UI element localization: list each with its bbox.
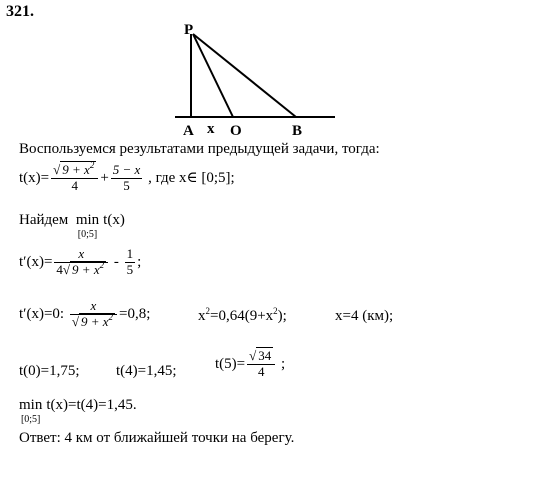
min-result-line: min [0;5] t(x)=t(4)=1,45. xyxy=(19,397,137,425)
label-O: O xyxy=(230,123,242,139)
t-definition: t(x)= $\frac{√ 9 + x^2}{4}$ + $\frac{5 - x}{5}$ , где x∈ [0;5]; xyxy=(19,160,235,193)
derivative-frac2: $\frac{1}{5}$ xyxy=(126,246,134,277)
label-A: A xyxy=(183,123,194,139)
t0-value: t(0)=1,75; xyxy=(19,363,80,379)
t-def-frac1: $\frac{√ 9 + x^2}{4}$ xyxy=(51,163,98,194)
intro-text: Воспользуемся результатами предыдущей задачи, тогда: xyxy=(19,141,380,157)
derivative-frac1: $\frac{x}{4√ 9 + x^2}$ xyxy=(54,247,108,278)
t-def-lhs: t(x)= xyxy=(19,169,50,186)
segment-PB xyxy=(193,34,296,117)
derivative-line: t′(x)= $\frac{x}{4√ 9 + x^2}$ - $\frac{1}{5}$ ; xyxy=(19,246,142,277)
result-min-operator: min [0;5] xyxy=(19,397,43,425)
min-operator: min [0;5] xyxy=(75,212,100,240)
t-def-sqrt: √ $9 + x^2$ xyxy=(53,160,95,177)
segment-PO xyxy=(193,34,233,117)
geometry-diagram xyxy=(0,0,550,140)
zero-equation: $x^2=0,64(9+x^2)$; xyxy=(198,306,287,324)
t4-value: t(4)=1,45; xyxy=(116,363,177,379)
t5-frac: $\frac{√ 34}{4}$ xyxy=(247,349,275,380)
t-def-frac2: $\frac{5 - x}{5}$ xyxy=(112,162,141,193)
label-B: B xyxy=(292,123,303,139)
t-def-tail: , где x∈ [0;5]; xyxy=(148,169,235,186)
t5-value: t(5)= $\frac{√ 34}{4}$ ; xyxy=(215,348,286,379)
label-x: x xyxy=(207,121,215,137)
find-min-line: Найдем min [0;5] t(x) xyxy=(19,212,125,240)
zero-frac: $\frac{x}{√ 9 + x^2}$ xyxy=(70,299,117,330)
zero-condition-line: t′(x)=0: $\frac{x}{√ 9 + x^2}$ =0,8; xyxy=(19,298,151,329)
zero-solution: x=4 (км); xyxy=(335,308,394,324)
label-P: P xyxy=(184,22,194,38)
answer-text: Ответ: 4 км от ближайшей точки на берегу. xyxy=(19,430,295,446)
problem-number: 321. xyxy=(6,3,34,20)
